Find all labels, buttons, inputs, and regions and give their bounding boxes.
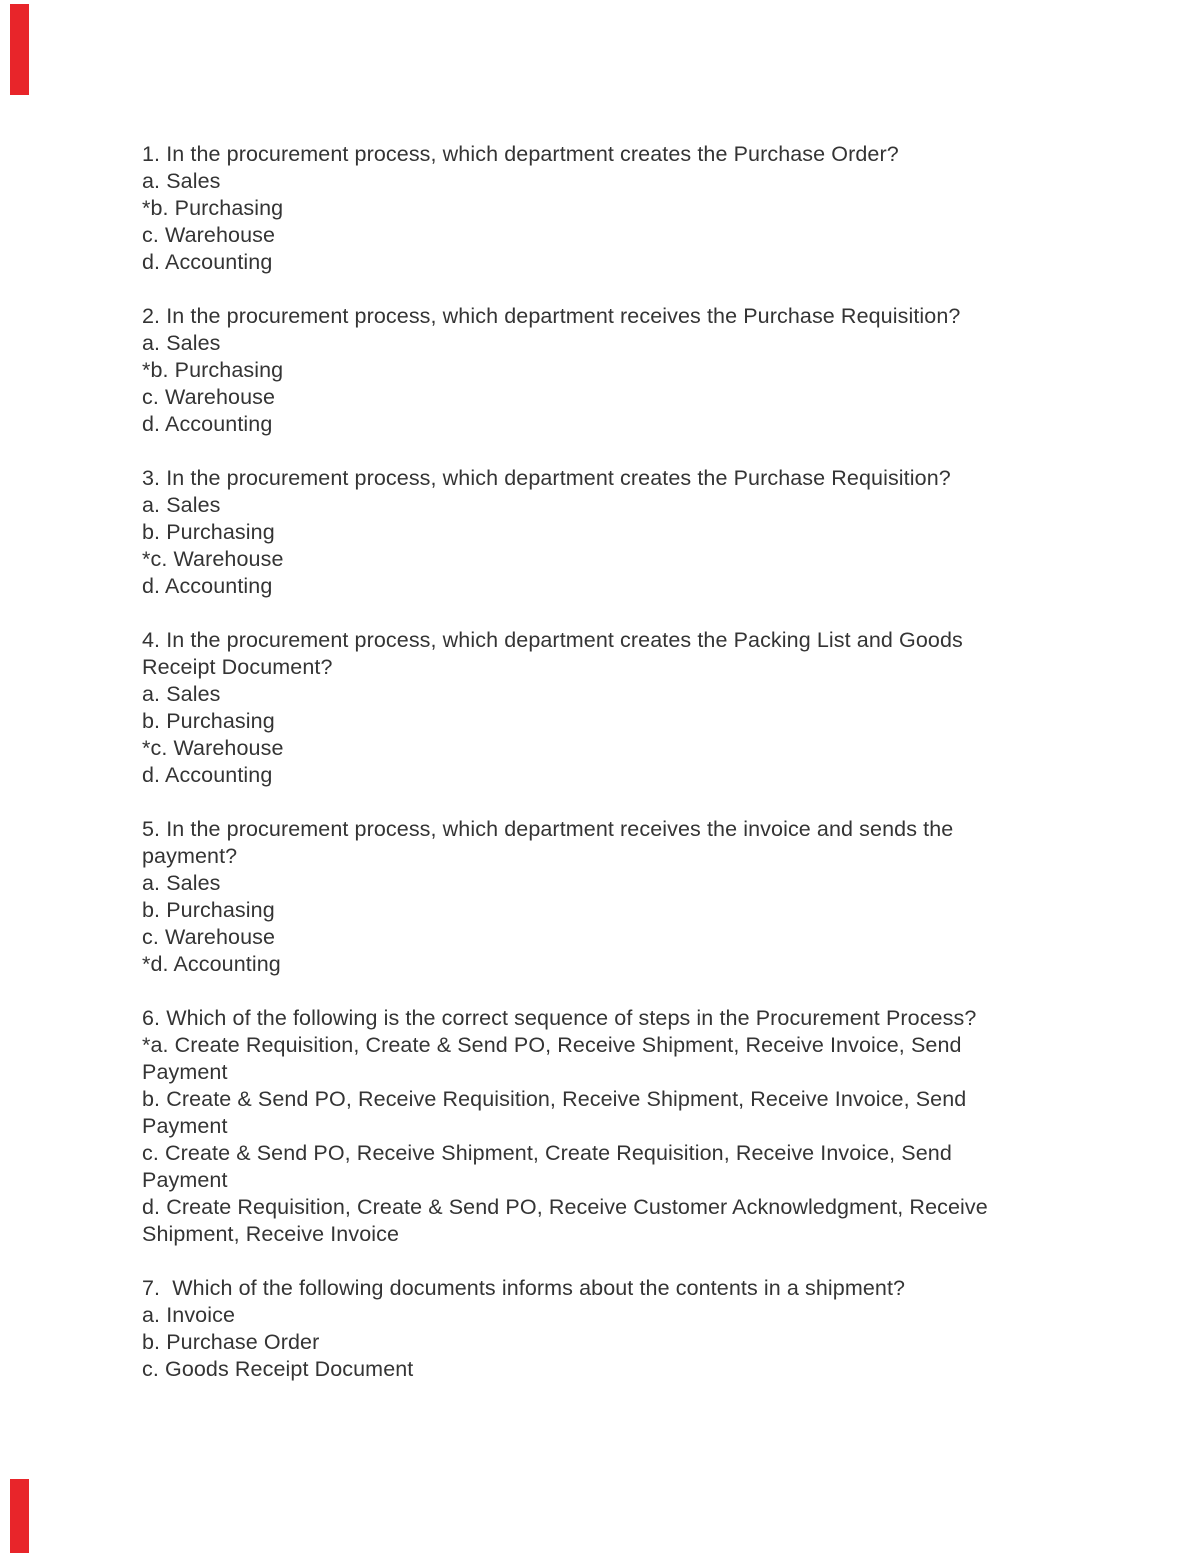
- question-block-2: [142, 303, 1082, 438]
- question-block-3: [142, 465, 1082, 600]
- answer-option-correct: *d. Accounting: [142, 952, 281, 976]
- answer-option: a. Sales: [142, 493, 221, 517]
- question-text-continuation: Receipt Document?: [142, 655, 333, 679]
- question-text: 5. In the procurement process, which department receives the invoice and sends the: [142, 817, 954, 841]
- question-block-6: [142, 1005, 1082, 1248]
- answer-option: b. Purchasing: [142, 520, 275, 544]
- question-block-7: [142, 1275, 1082, 1383]
- question-block-5: [142, 816, 1082, 978]
- answer-option: a. Invoice: [142, 1303, 236, 1327]
- answer-option: c. Goods Receipt Document: [142, 1357, 414, 1381]
- answer-option-correct: *a. Create Requisition, Create & Send PO, Receive Shipment, Receive Invoice, Send: [142, 1033, 962, 1057]
- answer-option: d. Create Requisition, Create & Send PO, Receive Customer Acknowledgment, Receive: [142, 1195, 988, 1219]
- answer-option: b. Create & Send PO, Receive Requisition, Receive Shipment, Receive Invoice, Send: [142, 1087, 967, 1111]
- answer-option: d. Accounting: [142, 250, 273, 274]
- question-text: 7. Which of the following documents informs about the contents in a shipment?: [142, 1276, 906, 1300]
- answer-option: a. Sales: [142, 871, 221, 895]
- answer-option: b. Purchasing: [142, 898, 275, 922]
- answer-option-continuation: Payment: [142, 1060, 228, 1084]
- answer-option: d. Accounting: [142, 412, 273, 436]
- answer-option: d. Accounting: [142, 763, 273, 787]
- answer-option: c. Create & Send PO, Receive Shipment, Create Requisition, Receive Invoice, Send: [142, 1141, 952, 1165]
- question-text: 4. In the procurement process, which department creates the Packing List and Goods: [142, 628, 963, 652]
- question-block-4: [142, 627, 1082, 789]
- answer-option-correct: *b. Purchasing: [142, 196, 284, 220]
- answer-option: d. Accounting: [142, 574, 273, 598]
- answer-option: c. Warehouse: [142, 385, 276, 409]
- answer-option-correct: *c. Warehouse: [142, 547, 284, 571]
- question-text: 1. In the procurement process, which department creates the Purchase Order?: [142, 142, 899, 166]
- answer-option-correct: *b. Purchasing: [142, 358, 284, 382]
- answer-option: a. Sales: [142, 169, 221, 193]
- page-edge-marker-bottom: [10, 1479, 29, 1553]
- answer-option-continuation: Payment: [142, 1114, 228, 1138]
- question-text: 2. In the procurement process, which department receives the Purchase Requisition?: [142, 304, 961, 328]
- answer-option: c. Warehouse: [142, 223, 276, 247]
- question-block-1: [142, 141, 1082, 276]
- answer-option: b. Purchase Order: [142, 1330, 320, 1354]
- answer-option: a. Sales: [142, 682, 221, 706]
- question-text: 3. In the procurement process, which department creates the Purchase Requisition?: [142, 466, 951, 490]
- quiz-content: [142, 141, 1082, 1410]
- page-edge-marker-top: [10, 4, 29, 95]
- question-text-continuation: payment?: [142, 844, 238, 868]
- question-text: 6. Which of the following is the correct sequence of steps in the Procurement Process?: [142, 1006, 977, 1030]
- answer-option-correct: *c. Warehouse: [142, 736, 284, 760]
- answer-option-continuation: Payment: [142, 1168, 228, 1192]
- answer-option: b. Purchasing: [142, 709, 275, 733]
- answer-option-continuation: Shipment, Receive Invoice: [142, 1222, 400, 1246]
- answer-option: a. Sales: [142, 331, 221, 355]
- answer-option: c. Warehouse: [142, 925, 276, 949]
